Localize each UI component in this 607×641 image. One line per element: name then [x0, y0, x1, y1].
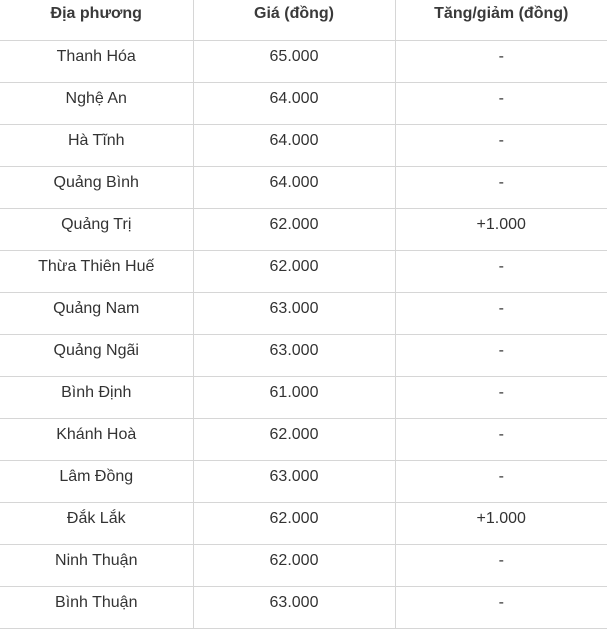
cell-locality: Lâm Đồng — [0, 460, 193, 502]
cell-price: 62.000 — [193, 544, 395, 586]
cell-price: 65.000 — [193, 40, 395, 82]
cell-price: 62.000 — [193, 208, 395, 250]
cell-change: +1.000 — [395, 208, 607, 250]
cell-locality: Bình Thuận — [0, 586, 193, 628]
cell-change: - — [395, 544, 607, 586]
cell-price: 63.000 — [193, 586, 395, 628]
header-price: Giá (đồng) — [193, 0, 395, 40]
header-locality: Địa phương — [0, 0, 193, 40]
table-row — [0, 460, 607, 502]
table-row — [0, 40, 607, 82]
table-row — [0, 166, 607, 208]
cell-change: - — [395, 292, 607, 334]
table-row — [0, 124, 607, 166]
table-header — [0, 0, 607, 40]
table-row — [0, 250, 607, 292]
table-row — [0, 544, 607, 586]
cell-change: - — [395, 124, 607, 166]
cell-price: 64.000 — [193, 166, 395, 208]
cell-change: +1.000 — [395, 502, 607, 544]
table-row — [0, 292, 607, 334]
cell-change: - — [395, 460, 607, 502]
cell-change: - — [395, 376, 607, 418]
table-row — [0, 334, 607, 376]
cell-locality: Bình Định — [0, 376, 193, 418]
cell-change: - — [395, 166, 607, 208]
cell-price: 64.000 — [193, 124, 395, 166]
table-body — [0, 40, 607, 628]
cell-change: - — [395, 418, 607, 460]
cell-change: - — [395, 334, 607, 376]
cell-price: 63.000 — [193, 460, 395, 502]
cell-locality: Thanh Hóa — [0, 40, 193, 82]
cell-change: - — [395, 586, 607, 628]
table-row — [0, 208, 607, 250]
table-row — [0, 418, 607, 460]
cell-change: - — [395, 82, 607, 124]
table-row — [0, 376, 607, 418]
cell-locality: Quảng Trị — [0, 208, 193, 250]
cell-price: 61.000 — [193, 376, 395, 418]
cell-locality: Hà Tĩnh — [0, 124, 193, 166]
cell-locality: Quảng Bình — [0, 166, 193, 208]
cell-price: 62.000 — [193, 502, 395, 544]
table-row — [0, 502, 607, 544]
cell-locality: Khánh Hoà — [0, 418, 193, 460]
cell-locality: Quảng Nam — [0, 292, 193, 334]
header-row — [0, 0, 607, 40]
table-row — [0, 586, 607, 628]
cell-locality: Đắk Lắk — [0, 502, 193, 544]
cell-locality: Ninh Thuận — [0, 544, 193, 586]
cell-locality: Quảng Ngãi — [0, 334, 193, 376]
cell-price: 63.000 — [193, 334, 395, 376]
table-row — [0, 82, 607, 124]
cell-price: 62.000 — [193, 418, 395, 460]
cell-price: 63.000 — [193, 292, 395, 334]
cell-price: 62.000 — [193, 250, 395, 292]
cell-change: - — [395, 40, 607, 82]
cell-price: 64.000 — [193, 82, 395, 124]
cell-change: - — [395, 250, 607, 292]
cell-locality: Thừa Thiên Huế — [0, 250, 193, 292]
cell-locality: Nghệ An — [0, 82, 193, 124]
header-change: Tăng/giảm (đồng) — [395, 0, 607, 40]
